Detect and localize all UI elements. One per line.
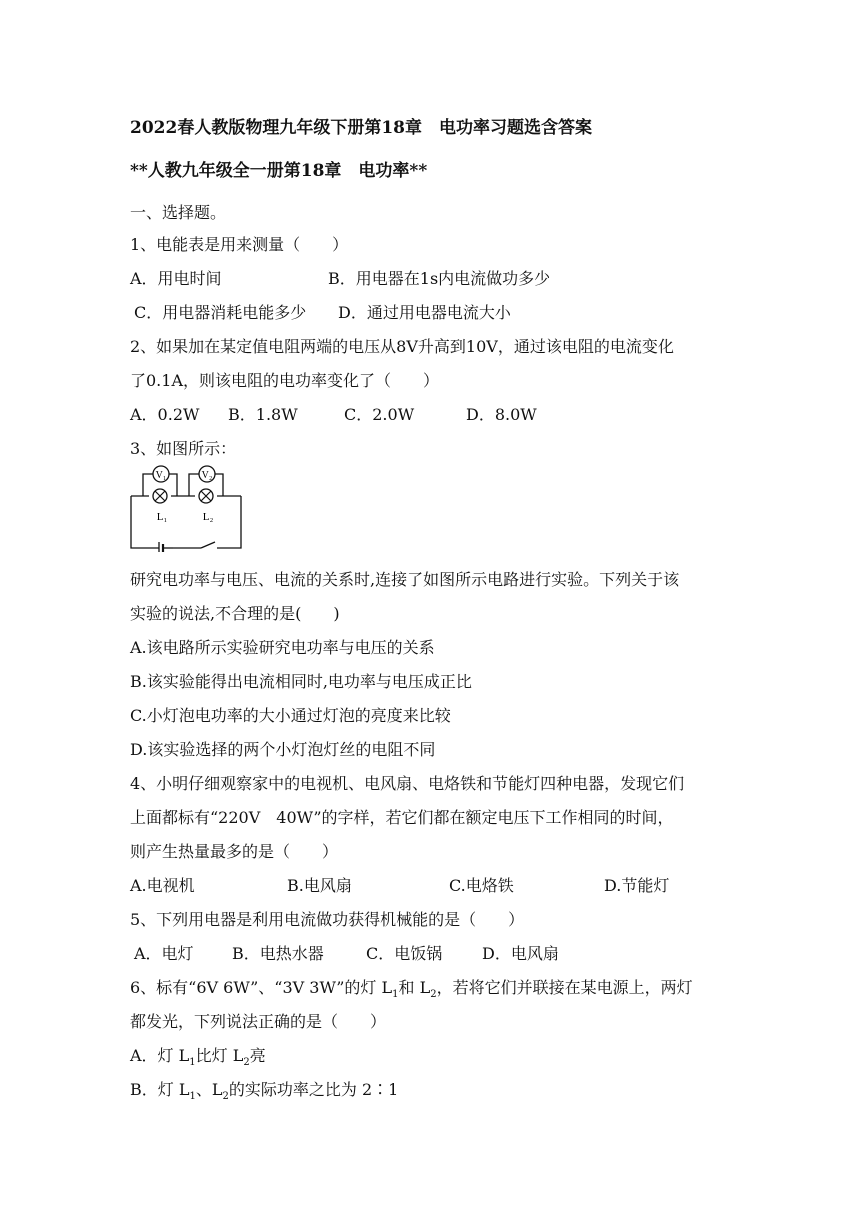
q3-body-line1: 研究电功率与电压、电流的关系时,连接了如图所示电路进行实验。下列关于该 <box>130 570 680 589</box>
q6-option-b-part1: B．灯 L <box>130 1080 190 1099</box>
q3-option-b: B.该实验能得出电流相同时,电功率与电压成正比 <box>130 672 472 691</box>
q3-stem: 3、如图所示： <box>130 439 237 458</box>
q5-option-b: B．电热水器 <box>232 944 324 963</box>
q5-stem: 5、下列用电器是利用电流做功获得机械能的是（ ） <box>130 910 525 929</box>
document-title: 2022春人教版物理九年级下册第18章 电功率习题选含答案 <box>130 118 592 138</box>
q4-option-b: B.电风扇 <box>287 876 352 895</box>
q6-option-b-sub1: 1 <box>189 1091 196 1103</box>
q2-option-a: A．0.2W <box>130 405 200 424</box>
q6-stem-sub1: 1 <box>392 989 399 1001</box>
q3-option-c: C.小灯泡电功率的大小通过灯泡的亮度来比较 <box>130 706 451 725</box>
voltmeter-v2 <box>199 466 215 482</box>
q6-option-a <box>130 1045 266 1074</box>
lamp-l2-label: L₂ <box>202 511 214 523</box>
q6-stem-sub2: 2 <box>430 989 437 1001</box>
q1-option-b: B．用电器在1s内电流做功多少 <box>328 269 551 288</box>
circuit-diagram <box>127 462 247 552</box>
lamp-l2 <box>199 489 213 503</box>
q6-stem-part2: 和 L <box>398 978 431 997</box>
q3-option-a: A.该电路所示实验研究电功率与电压的关系 <box>130 638 435 657</box>
q1-option-a: A．用电时间 <box>130 269 222 288</box>
q4-option-a: A.电视机 <box>130 876 195 895</box>
q2-stem-line2: 了0.1A，则该电阻的电功率变化了（ ） <box>130 371 440 390</box>
q2-option-b: B．1.8W <box>228 405 298 424</box>
q6-stem-part1: 6、标有“6V 6W”、“3V 3W”的灯 L <box>130 978 393 997</box>
q4-stem-line3: 则产生热量最多的是（ ） <box>130 842 339 861</box>
q4-option-d: D.节能灯 <box>604 876 670 895</box>
q6-stem-part3: ，若将它们并联接在某电源上，两灯 <box>436 978 693 997</box>
q5-option-c: C．电饭锅 <box>366 944 443 963</box>
q6-option-b-part2: 、L <box>195 1080 223 1099</box>
q5-option-a: A．电灯 <box>134 944 194 963</box>
q4-stem-line1: 4、小明仔细观察家中的电视机、电风扇、电烙铁和节能灯四种电器，发现它们 <box>130 774 685 793</box>
q4-stem-line2: 上面都标有“220V 40W”的字样，若它们都在额定电压下工作相同的时间， <box>130 808 674 827</box>
lamp-l1 <box>153 489 167 503</box>
q6-option-b-part3: 的实际功率之比为 2∶1 <box>228 1080 399 1099</box>
q6-stem-line1 <box>130 977 693 1006</box>
q6-option-a-part1: A．灯 L <box>130 1046 190 1065</box>
q3-option-d: D.该实验选择的两个小灯泡灯丝的电阻不同 <box>130 740 436 759</box>
q6-option-b-sub2: 2 <box>222 1091 229 1103</box>
q1-option-c: C．用电器消耗电能多少 <box>134 303 307 322</box>
q5-option-d: D．电风扇 <box>482 944 559 963</box>
lamp-l1-label: L₁ <box>156 511 168 523</box>
voltmeter-v1 <box>153 466 169 482</box>
section-heading: 一、选择题。 <box>130 203 227 222</box>
q6-option-a-sub1: 1 <box>189 1057 196 1069</box>
voltmeter-v1-label: V₁ <box>155 470 167 481</box>
q2-stem-line1: 2、如果加在某定值电阻两端的电压从8V升高到10V，通过该电阻的电流变化 <box>130 337 674 356</box>
q3-body-line2: 实验的说法,不合理的是( ) <box>130 604 340 623</box>
q4-option-c: C.电烙铁 <box>449 876 514 895</box>
q1-stem: 1、电能表是用来测量（ ） <box>130 235 349 254</box>
q6-option-b <box>130 1079 398 1108</box>
q6-option-a-part3: 亮 <box>249 1046 266 1065</box>
q6-stem-line2: 都发光，下列说法正确的是（ ） <box>130 1012 387 1031</box>
q6-option-a-part2: 比灯 L <box>195 1046 244 1065</box>
q2-option-d: D．8.0W <box>466 405 537 424</box>
q2-option-c: C．2.0W <box>344 405 415 424</box>
document-subtitle: **人教九年级全一册第18章 电功率** <box>130 161 428 181</box>
q1-option-d: D．通过用电器电流大小 <box>338 303 511 322</box>
q6-option-a-sub2: 2 <box>243 1057 250 1069</box>
voltmeter-v2-label: V₂ <box>201 470 213 481</box>
